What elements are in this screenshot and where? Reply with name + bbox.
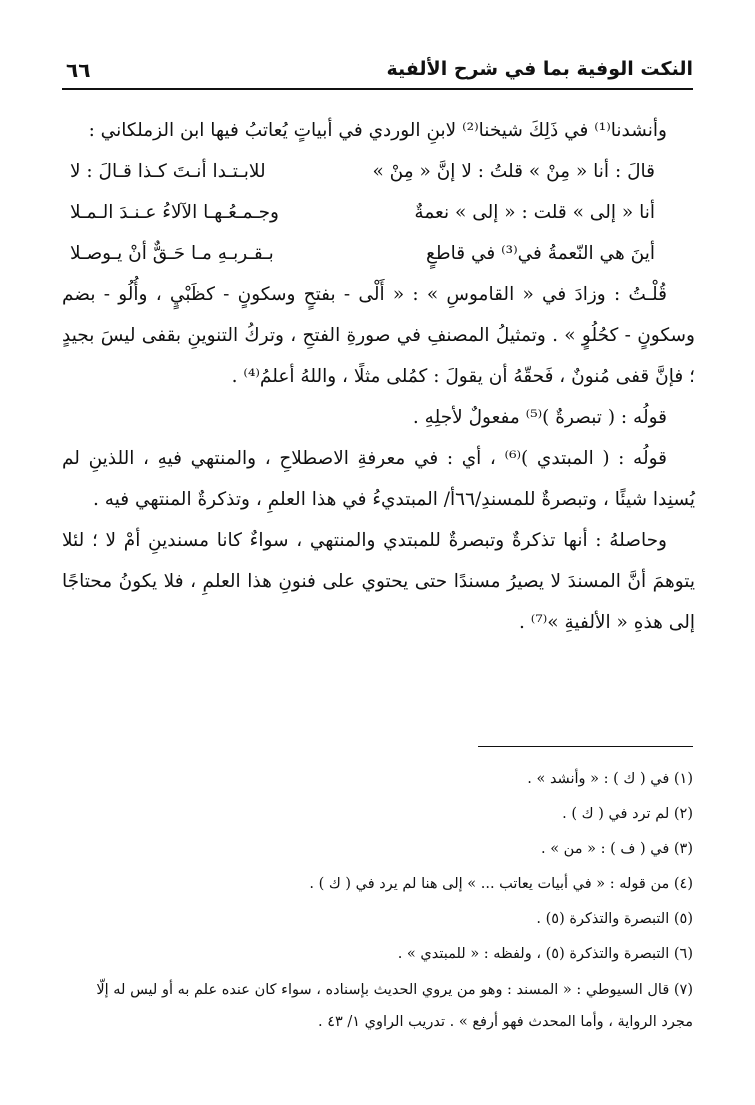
- verse-second-hemistich: وجـمـعُـهـا الآلاءُ عـنـدَ الـمـلا: [70, 202, 279, 223]
- paragraph-hasiluh: وحاصلهُ : أنها تذكرةٌ وتبصرةٌ للمبتدي والمنتهي ، سواءٌ كانا مسندينِ أمْ لا ؛ لئلا يتوهمَ أنَّ المسندَ لا يصيرُ مسندًا حتى يحتوي على فنونِ هذا العلمِ ، فلا يكونُ محتاجًا إلى هذهِ « الألفيةِ »⁽⁷⁾ .: [62, 530, 695, 633]
- running-title: النكت الوفية بما في شرح الألفية: [386, 58, 693, 80]
- footnote: (٥) التبصرة والتذكرة (٥) .: [536, 911, 693, 927]
- main-text: [62, 110, 695, 643]
- footnotes: [62, 762, 693, 1038]
- footnote-separator: [478, 746, 693, 747]
- footnote: (٧) قال السيوطي : « المسند : وهو من يروي الحديث بإسناده ، سواء كان عنده علم به أو ليس له إلّا مجرد الرواية ، وأما المحدث فهو أرفع » . تدريب الراوي ١/ ٤٣ .: [96, 982, 693, 1030]
- verse-first-hemistich: قالَ : أنا « مِنْ » قلتُ : لا إنَّ « مِنْ »: [372, 161, 655, 182]
- verse-second-hemistich: بـقـربـهِ مـا حَـقٌّ أنْ يـوصـلا: [70, 243, 274, 264]
- poem: [62, 151, 695, 274]
- header-rule: [62, 88, 693, 90]
- intro-paragraph: وأنشدنا⁽¹⁾ في ذَلِكَ شيخنا⁽²⁾ لابنِ الوردي في أبياتٍ يُعاتبُ فيها ابن الزملكاني :: [88, 120, 667, 141]
- poem-verse: [62, 233, 695, 274]
- paragraph-tabsira: قولُه : ( تبصرةٌ )⁽⁵⁾ مفعولٌ لأجلِهِ .: [412, 407, 667, 428]
- paragraph-qultu: قُلْـتُ : وزادَ في « القاموسِ » : « أَلْى - بفتحٍ وسكونٍ - كظَبْيٍ ، وأُلُو - بضم وسكونٍ - كحُلُوٍ » . وتمثيلُ المصنفِ في صورةِ الفتحِ ، وتركُ التنوينِ بقفى ليسَ بجيدٍ ؛ فإنَّ قفى مُنونٌ ، فَحقّهُ أن يقولَ : كمُلى مثلًا ، واللهُ أعلمُ⁽⁴⁾ .: [62, 284, 695, 387]
- footnote: (٤) من قوله : « في أبيات يعاتب ... » إلى هنا لم يرد في ( ك ) .: [309, 876, 693, 892]
- verse-first-hemistich: أينَ هي النّعمةُ في⁽³⁾ في قاطعٍ: [426, 243, 655, 264]
- poem-verse: [62, 192, 695, 233]
- poem-verse: [62, 151, 695, 192]
- paragraph-mubtadi: قولُه : ( المبتدي )⁽⁶⁾ ، أي : في معرفةِ الاصطلاحِ ، والمنتهي فيهِ ، اللذينِ لم يُسنِدا شيئًا ، وتبصرةٌ للمسندِ/٦٦أ/ المبتديءُ في هذا العلمِ ، وتذكرةٌ المنتهي فيه .: [62, 448, 695, 510]
- page-number: ٦٦: [66, 58, 91, 82]
- verse-first-hemistich: أنا « إلى » قلت : « إلى » نعمةٌ: [414, 202, 655, 223]
- footnote: (٢) لم ترد في ( ك ) .: [562, 806, 693, 822]
- footnote: (١) في ( ك ) : « وأنشد » .: [527, 771, 693, 787]
- footnote: (٦) التبصرة والتذكرة (٥) ، ولفظه : « للمبتدي » .: [397, 946, 693, 962]
- running-header: [62, 52, 693, 90]
- verse-second-hemistich: للابـتـدا أنـتَ كـذا قـالَ : لا: [70, 161, 266, 182]
- footnote: (٣) في ( ف ) : « من » .: [540, 841, 693, 857]
